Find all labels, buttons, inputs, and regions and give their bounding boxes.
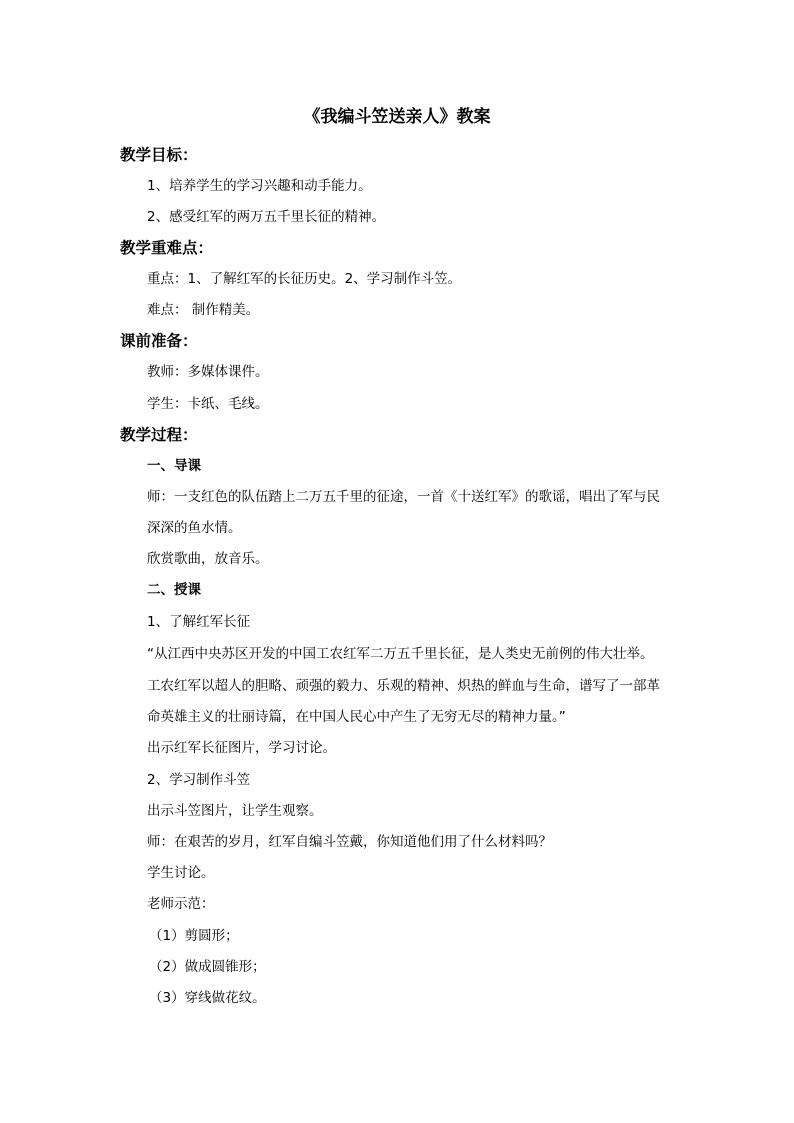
process-step: （3）穿线做花纹。 (149, 990, 266, 1006)
process-line: 师：在艰苦的岁月，红军自编斗笠戴，你知道他们用了什么材料吗？ (147, 834, 552, 850)
goal-item-2: 2、感受红军的两万五千里长征的精神。 (147, 209, 386, 225)
heading-key-points: 教学重难点： (120, 238, 214, 257)
difficulty-item: 难点： 制作精美。 (147, 302, 260, 318)
process-line: 出示红军长征图片，学习讨论。 (147, 740, 336, 756)
process-step: （2）做成圆锥形； (149, 959, 266, 975)
process-line: 师：一支红色的队伍踏上二万五千里的征途，一首《十送红军》的歌谣，唱出了军与民 (147, 489, 660, 505)
heading-goals: 教学目标： (120, 145, 198, 164)
process-line: 深深的鱼水情。 (147, 520, 242, 536)
process-subheading-intro: 一、导课 (147, 458, 201, 474)
prep-student: 学生：卡纸、毛线。 (147, 396, 269, 412)
process-line: 1、了解红军长征 (147, 614, 251, 630)
process-line: 老师示范： (147, 896, 215, 912)
process-subheading-teach: 二、授课 (147, 582, 201, 598)
process-line: 学生讨论。 (147, 865, 215, 881)
process-quote-line: 工农红军以超人的胆略、顽强的毅力、乐观的精神、炽热的鲜血与生命，谱写了一部革 (147, 678, 660, 694)
heading-preparation: 课前准备： (120, 331, 198, 350)
process-line: 欣赏歌曲，放音乐。 (147, 551, 269, 567)
heading-process: 教学过程： (120, 425, 198, 444)
key-point-item: 重点：1、了解红军的长征历史。2、学习制作斗笠。 (147, 271, 462, 287)
process-line: 2、学习制作斗笠 (147, 772, 251, 788)
goal-item-1: 1、培养学生的学习兴趣和动手能力。 (147, 178, 372, 194)
document-title: 《我编斗笠送亲人》教案 (303, 107, 491, 127)
process-line: 出示斗笠图片，让学生观察。 (147, 803, 323, 819)
process-step: （1）剪圆形； (149, 928, 239, 944)
prep-teacher: 教师：多媒体课件。 (147, 364, 269, 380)
process-quote-line: 命英雄主义的壮丽诗篇，在中国人民心中产生了无穷无尽的精神力量。” (147, 709, 566, 725)
process-quote-line: “从江西中央苏区开发的中国工农红军二万五千里长征，是人类史无前例的伟大壮举。 (147, 646, 654, 662)
